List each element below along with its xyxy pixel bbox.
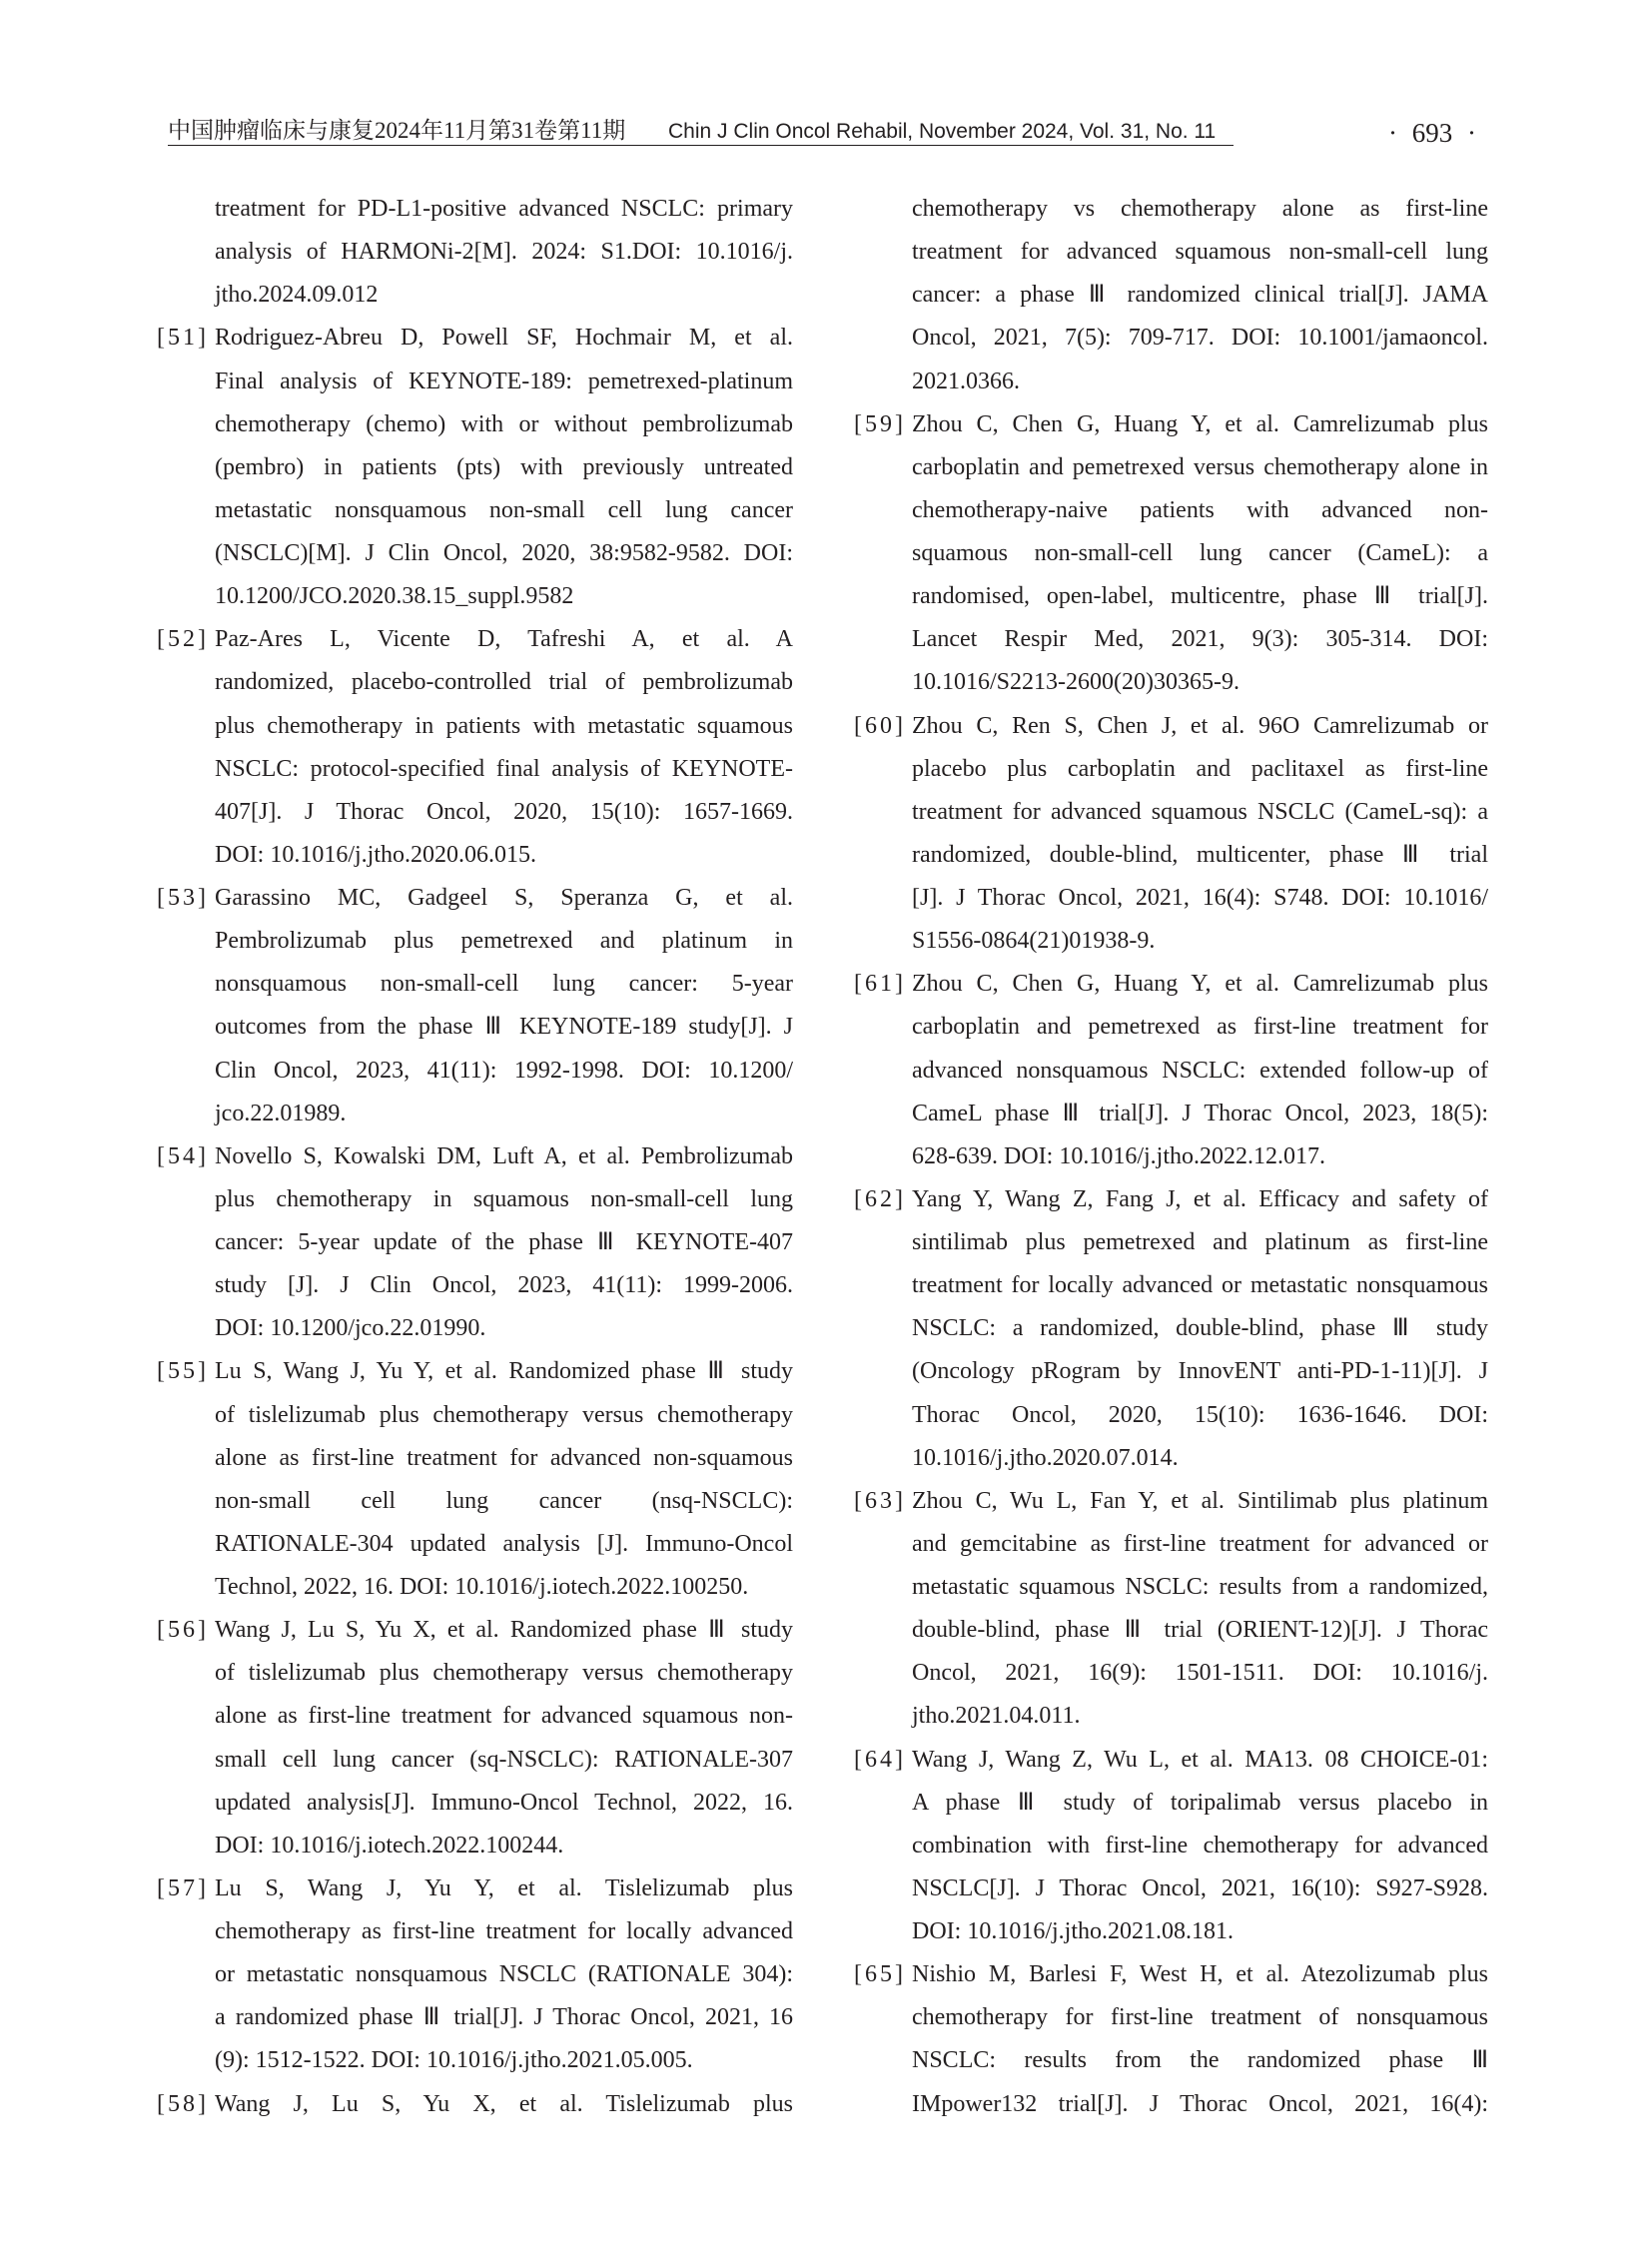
header-rule (168, 145, 1234, 146)
reference-number: [62] (854, 1185, 906, 1212)
reference-line: Wang J, Lu S, Yu X, et al. Tislelizumab plus (215, 2090, 793, 2117)
reference-entry (157, 1609, 793, 1868)
reference-number: [54] (157, 1142, 209, 1169)
reference-line: alone as first-line treatment for advanced non-squamous (215, 1444, 793, 1471)
reference-line: chemotherapy as first-line treatment for locally advanced (215, 1918, 793, 1944)
reference-entry (854, 705, 1488, 964)
reference-line: treatment for advanced squamous non-small-cell lung (912, 239, 1488, 266)
reference-line: chemotherapy-naive patients with advanced non- (912, 496, 1488, 523)
reference-line: jtho.2021.04.011. (912, 1703, 1081, 1730)
reference-number: [57] (157, 1874, 209, 1901)
reference-line: outcomes from the phase Ⅲ KEYNOTE-189 study[J]. J (215, 1014, 793, 1041)
reference-line: Novello S, Kowalski DM, Luft A, et al. Pembrolizumab (215, 1142, 793, 1169)
reference-line: 10.1200/JCO.2020.38.15_suppl.9582 (215, 583, 574, 610)
reference-entry (157, 1135, 793, 1351)
reference-number: [51] (157, 325, 209, 352)
reference-line: 10.1016/j.jtho.2020.07.014. (912, 1444, 1179, 1471)
reference-line: combination with first-line chemotherapy for advanced (912, 1832, 1488, 1859)
reference-line: advanced nonsquamous NSCLC: extended follow-up of (912, 1057, 1488, 1084)
reference-line: (NSCLC)[M]. J Clin Oncol, 2020, 38:9582-9582. DOI: (215, 540, 793, 566)
reference-line: randomized, double-blind, multicenter, phase Ⅲ trial (912, 841, 1488, 868)
reference-line: Pembrolizumab plus pemetrexed and platinum in (215, 928, 793, 955)
reference-entry (157, 618, 793, 877)
reference-line: NSCLC[J]. J Thorac Oncol, 2021, 16(10): S927-S928. (912, 1874, 1488, 1901)
reference-line: Zhou C, Ren S, Chen J, et al. 96O Camrelizumab or (912, 712, 1488, 739)
reference-line: Nishio M, Barlesi F, West H, et al. Atezolizumab plus (912, 1961, 1488, 1988)
journal-title-cn: 中国肿瘤临床与康复2024年11月第31卷第11期 (168, 118, 626, 143)
reference-line: DOI: 10.1016/j.jtho.2021.08.181. (912, 1918, 1234, 1944)
reference-line: of tislelizumab plus chemotherapy versus chemotherapy (215, 1660, 793, 1687)
reference-entry (157, 1868, 793, 2083)
reference-line: [J]. J Thorac Oncol, 2021, 16(4): S748. DOI: 10.1016/ (912, 885, 1488, 911)
reference-line: NSCLC: a randomized, double-blind, phase Ⅲ study (912, 1315, 1488, 1342)
reference-line: 2021.0366. (912, 368, 1020, 394)
reference-line: A phase Ⅲ study of toripalimab versus placebo in (912, 1789, 1488, 1816)
reference-line: 407[J]. J Thorac Oncol, 2020, 15(10): 1657-1669. (215, 798, 793, 825)
reference-line: Garassino MC, Gadgeel S, Speranza G, et al. (215, 885, 793, 911)
reference-line: (pembro) in patients (pts) with previously untreated (215, 453, 793, 480)
reference-line: Thorac Oncol, 2020, 15(10): 1636-1646. DOI: (912, 1401, 1488, 1428)
reference-line: randomized, placebo-controlled trial of pembrolizumab (215, 669, 793, 696)
reference-line: alone as first-line treatment for advanced squamous non- (215, 1703, 793, 1730)
reference-line: metastatic nonsquamous non-small cell lung cancer (215, 496, 793, 523)
reference-line: IMpower132 trial[J]. J Thorac Oncol, 2021, 16(4): (912, 2090, 1488, 2117)
reference-line: jtho.2024.09.012 (215, 282, 379, 309)
journal-title-en: Chin J Clin Oncol Rehabil, November 2024, Vol. 31, No. 11 (668, 120, 1217, 143)
reference-line: Zhou C, Chen G, Huang Y, et al. Camrelizumab plus (912, 410, 1488, 437)
reference-line: 10.1016/S2213-2600(20)30365-9. (912, 669, 1239, 696)
reference-line: cancer: 5-year update of the phase Ⅲ KEYNOTE-407 (215, 1229, 793, 1255)
reference-line: Oncol, 2021, 16(9): 1501-1511. DOI: 10.1016/j. (912, 1660, 1488, 1687)
reference-line: Yang Y, Wang Z, Fang J, et al. Efficacy and safety of (912, 1185, 1488, 1212)
reference-line: cancer: a phase Ⅲ randomized clinical trial[J]. JAMA (912, 282, 1488, 309)
reference-entry (854, 1739, 1488, 1954)
reference-entry (215, 188, 793, 317)
reference-line: plus chemotherapy in patients with metastatic squamous (215, 712, 793, 739)
reference-line: a randomized phase Ⅲ trial[J]. J Thorac Oncol, 2021, 16 (215, 2004, 793, 2031)
reference-line: carboplatin and pemetrexed as first-line treatment for (912, 1014, 1488, 1041)
reference-line: of tislelizumab plus chemotherapy versus chemotherapy (215, 1401, 793, 1428)
reference-line: and gemcitabine as first-line treatment for advanced or (912, 1530, 1488, 1557)
reference-line: metastatic squamous NSCLC: results from a randomized, (912, 1574, 1488, 1600)
reference-line: or metastatic nonsquamous NSCLC (RATIONALE 304): (215, 1961, 793, 1988)
reference-line: Lu S, Wang J, Yu Y, et al. Randomized phase Ⅲ study (215, 1358, 793, 1385)
reference-line: (Oncology pRogram by InnovENT anti-PD-1-11)[J]. J (912, 1358, 1488, 1385)
reference-number: [63] (854, 1487, 906, 1514)
reference-line: NSCLC: protocol-specified final analysis of KEYNOTE- (215, 755, 793, 782)
reference-line: treatment for PD-L1-positive advanced NSCLC: primary (215, 196, 793, 222)
reference-line: S1556-0864(21)01938-9. (912, 928, 1156, 955)
reference-number: [65] (854, 1961, 906, 1988)
reference-line: treatment for advanced squamous NSCLC (CameL-sq): a (912, 798, 1488, 825)
reference-line: DOI: 10.1200/jco.22.01990. (215, 1315, 486, 1342)
reference-column (854, 188, 1488, 2126)
reference-line: carboplatin and pemetrexed versus chemotherapy alone in (912, 453, 1488, 480)
reference-line: CameL phase Ⅲ trial[J]. J Thorac Oncol, 2023, 18(5): (912, 1100, 1488, 1126)
reference-line: DOI: 10.1016/j.jtho.2020.06.015. (215, 841, 536, 868)
reference-entry (157, 2083, 793, 2126)
reference-number: [55] (157, 1358, 209, 1385)
reference-entry (854, 963, 1488, 1178)
reference-entry (157, 1350, 793, 1609)
reference-line: non-small cell lung cancer (nsq-NSCLC): (215, 1487, 793, 1514)
reference-entry (157, 317, 793, 618)
reference-line: Technol, 2022, 16. DOI: 10.1016/j.iotech.2022.100250. (215, 1574, 749, 1600)
page-number: · 693 · (1388, 118, 1476, 148)
reference-line: chemotherapy (chemo) with or without pembrolizumab (215, 410, 793, 437)
reference-line: NSCLC: results from the randomized phase Ⅲ (912, 2047, 1488, 2074)
reference-line: double-blind, phase Ⅲ trial (ORIENT-12)[J]. J Thorac (912, 1617, 1488, 1644)
reference-line: Zhou C, Chen G, Huang Y, et al. Camrelizumab plus (912, 971, 1488, 998)
reference-line: analysis of HARMONi-2[M]. 2024: S1.DOI: 10.1016/j. (215, 239, 793, 266)
reference-number: [64] (854, 1746, 906, 1773)
reference-column (157, 188, 793, 2126)
reference-line: Zhou C, Wu L, Fan Y, et al. Sintilimab plus platinum (912, 1487, 1488, 1514)
reference-line: randomised, open-label, multicentre, phase Ⅲ trial[J]. (912, 583, 1488, 610)
reference-line: Lu S, Wang J, Yu Y, et al. Tislelizumab plus (215, 1874, 793, 1901)
reference-line: Lancet Respir Med, 2021, 9(3): 305-314. DOI: (912, 626, 1488, 653)
reference-number: [61] (854, 971, 906, 998)
reference-number: [56] (157, 1617, 209, 1644)
reference-number: [59] (854, 410, 906, 437)
reference-number: [58] (157, 2090, 209, 2117)
reference-line: study [J]. J Clin Oncol, 2023, 41(11): 1999-2006. (215, 1272, 793, 1299)
reference-entry (157, 877, 793, 1135)
reference-line: plus chemotherapy in squamous non-small-cell lung (215, 1185, 793, 1212)
reference-line: small cell lung cancer (sq-NSCLC): RATIONALE-307 (215, 1746, 793, 1773)
reference-line: chemotherapy vs chemotherapy alone as first-line (912, 196, 1488, 222)
reference-number: [52] (157, 626, 209, 653)
reference-line: sintilimab plus pemetrexed and platinum as first-line (912, 1229, 1488, 1255)
reference-entry (854, 1953, 1488, 2126)
reference-line: placebo plus carboplatin and paclitaxel as first-line (912, 755, 1488, 782)
reference-line: RATIONALE-304 updated analysis [J]. Immuno-Oncol (215, 1530, 793, 1557)
reference-line: Final analysis of KEYNOTE-189: pemetrexed-platinum (215, 368, 793, 394)
reference-entry (854, 1480, 1488, 1739)
reference-line: Wang J, Wang Z, Wu L, et al. MA13. 08 CHOICE-01: (912, 1746, 1488, 1773)
reference-line: chemotherapy for first-line treatment of nonsquamous (912, 2004, 1488, 2031)
reference-line: Oncol, 2021, 7(5): 709-717. DOI: 10.1001/jamaoncol. (912, 325, 1488, 352)
reference-line: Clin Oncol, 2023, 41(11): 1992-1998. DOI: 10.1200/ (215, 1057, 793, 1084)
reference-line: treatment for locally advanced or metastatic nonsquamous (912, 1272, 1488, 1299)
reference-line: 628-639. DOI: 10.1016/j.jtho.2022.12.017. (912, 1142, 1325, 1169)
reference-line: squamous non-small-cell lung cancer (CameL): a (912, 540, 1488, 566)
reference-line: nonsquamous non-small-cell lung cancer: 5-year (215, 971, 793, 998)
reference-entry (912, 188, 1488, 403)
reference-line: Rodriguez-Abreu D, Powell SF, Hochmair M, et al. (215, 325, 793, 352)
reference-entry (854, 403, 1488, 705)
reference-number: [60] (854, 712, 906, 739)
reference-line: (9): 1512-1522. DOI: 10.1016/j.jtho.2021.05.005. (215, 2047, 693, 2074)
reference-line: Wang J, Lu S, Yu X, et al. Randomized phase Ⅲ study (215, 1617, 793, 1644)
reference-line: updated analysis[J]. Immuno-Oncol Technol, 2022, 16. (215, 1789, 793, 1816)
reference-line: DOI: 10.1016/j.iotech.2022.100244. (215, 1832, 564, 1859)
reference-line: Paz-Ares L, Vicente D, Tafreshi A, et al. A (215, 626, 793, 653)
reference-entry (854, 1178, 1488, 1480)
reference-line: jco.22.01989. (215, 1100, 347, 1126)
reference-number: [53] (157, 885, 209, 911)
